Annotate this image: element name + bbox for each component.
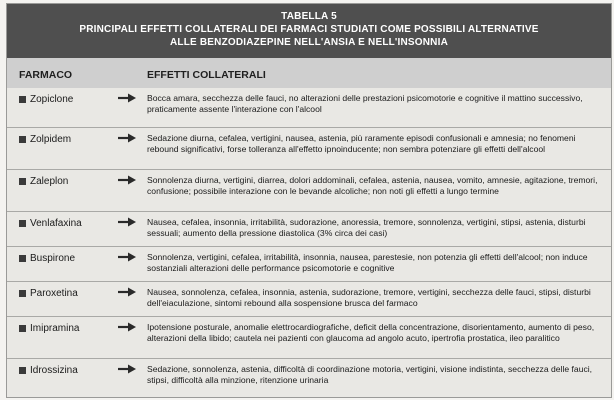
side-effects-cell: Ipotensione posturale, anomalie elettrocardiografiche, deficit della concentrazione, disorientamento, aumento di peso, alterazioni della libido; cautela nei pazienti con glaucoma ad angolo acuto, ipertrofia prostatica, ileo paralitico <box>147 322 595 343</box>
right-arrow-icon <box>117 321 137 333</box>
table-row <box>7 282 611 317</box>
drug-name: Venlafaxina <box>30 218 82 229</box>
table-row <box>7 128 611 170</box>
square-bullet-icon <box>19 178 26 185</box>
square-bullet-icon <box>19 367 26 374</box>
side-effects-cell: Nausea, cefalea, insonnia, irritabilità, sudorazione, anoressia, tremore, sonnolenza, vertigini, stipsi, astenia, disturbi sessuali; aumento della pressione diastolica (3% circa dei casi) <box>147 217 586 238</box>
table-5 <box>6 3 612 398</box>
drug-name: Buspirone <box>30 253 76 264</box>
right-arrow-icon <box>117 174 137 186</box>
table-title <box>7 4 611 58</box>
drug-cell <box>19 323 79 334</box>
drug-cell <box>19 134 71 145</box>
drug-name: Zolpidem <box>30 134 72 145</box>
table-body <box>7 88 611 397</box>
square-bullet-icon <box>19 136 26 143</box>
column-header-row <box>7 58 611 88</box>
drug-cell <box>19 253 75 264</box>
drug-name: Zopiclone <box>30 94 74 105</box>
table-number: TABELLA 5 <box>281 11 337 22</box>
table-title-line-2: ALLE BENZODIAZEPINE NELL'ANSIA E NELL'INSONNIA <box>169 37 449 48</box>
side-effects-cell: Sonnolenza diurna, vertigini, diarrea, dolori addominali, cefalea, astenia, nausea, vomito, amnesie, agitazione, tremori, confusione; possibile interazione con le bevande alcoliche; non noti gli effetti a lungo termine <box>147 175 598 196</box>
side-effects-cell: Sedazione, sonnolenza, astenia, difficoltà di coordinazione motoria, vertigini, visione indistinta, secchezza delle fauci, stipsi, difficoltà alla minzione, ritenzione urinaria <box>147 364 593 385</box>
square-bullet-icon <box>19 96 26 103</box>
drug-cell <box>19 288 78 299</box>
table-row <box>7 359 611 397</box>
drug-cell <box>19 365 78 376</box>
drug-name: Idrossizina <box>30 365 78 376</box>
drug-cell <box>19 218 82 229</box>
square-bullet-icon <box>19 325 26 332</box>
right-arrow-icon <box>117 286 137 298</box>
square-bullet-icon <box>19 290 26 297</box>
side-effects-cell: Nausea, sonnolenza, cefalea, insonnia, astenia, sudorazione, tremore, vertigini, secchezza delle fauci, stipsi, disturbi dell'eiaculazione, sintomi rebound alla sospensione brusca del farmaco <box>147 287 591 308</box>
column-header-effects: EFFETTI COLLATERALI <box>147 69 266 81</box>
drug-name: Paroxetina <box>30 288 78 299</box>
drug-cell <box>19 176 68 187</box>
table-row <box>7 170 611 212</box>
right-arrow-icon <box>117 251 137 263</box>
right-arrow-icon <box>117 216 137 228</box>
right-arrow-icon <box>117 92 137 104</box>
table-row <box>7 212 611 247</box>
right-arrow-icon <box>117 363 137 375</box>
side-effects-cell: Bocca amara, secchezza delle fauci, no alterazioni delle prestazioni psicomotorie e cognitive il mattino successivo, praticamente assente l'interazione con l'alcool <box>147 93 583 114</box>
table-row <box>7 317 611 359</box>
side-effects-cell: Sonnolenza, vertigini, cefalea, irritabilità, insonnia, nausea, parestesie, non potenzia gli effetti dell'alcool; non induce sostanziali alterazioni delle performance psicomotorie e cognitive <box>147 252 588 273</box>
square-bullet-icon <box>19 255 26 262</box>
right-arrow-icon <box>117 132 137 144</box>
drug-name: Zaleplon <box>30 176 69 187</box>
table-title-line-1: PRINCIPALI EFFETTI COLLATERALI DEI FARMACI STUDIATI COME POSSIBILI ALTERNATIVE <box>79 24 539 35</box>
square-bullet-icon <box>19 220 26 227</box>
table-row <box>7 247 611 282</box>
drug-cell <box>19 94 73 105</box>
side-effects-cell: Sedazione diurna, cefalea, vertigini, nausea, astenia, più raramente episodi confusionali e amnesia; no fenomeni rebound significativi, forse tolleranza all'effetto ipnoinducente; non sembra potenziare gli effetti dell'alcool <box>147 133 576 154</box>
column-header-drug: FARMACO <box>19 69 73 81</box>
drug-name: Imipramina <box>30 323 80 334</box>
table-row <box>7 88 611 128</box>
